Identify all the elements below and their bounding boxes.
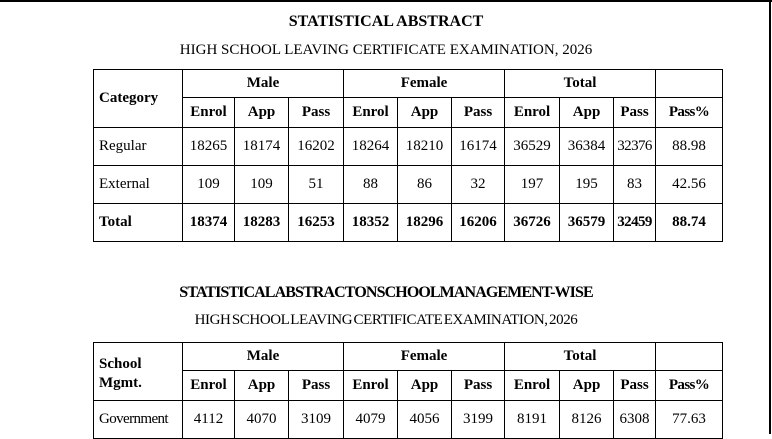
table-cell: 18296	[398, 204, 452, 242]
male-pass-header: Pass	[289, 98, 344, 128]
male-group-header: Male	[183, 70, 344, 98]
top-border-line	[0, 0, 772, 2]
table-cell: 83	[614, 166, 656, 204]
table-cell: 16174	[452, 128, 505, 166]
male-enrol-header: Enrol	[183, 371, 235, 401]
table-cell: 4079	[344, 401, 398, 439]
female-pass-header: Pass	[452, 371, 505, 401]
row-label: Total	[94, 204, 183, 242]
statistical-abstract-table	[93, 69, 723, 242]
total-app-header: App	[560, 371, 614, 401]
total-group-header: Total	[505, 343, 656, 371]
table-cell: 18265	[183, 128, 235, 166]
table-cell: 3199	[452, 401, 505, 439]
table-cell: 86	[398, 166, 452, 204]
table-cell: 3109	[289, 401, 344, 439]
total-group-header: Total	[505, 70, 656, 98]
table-row-regular	[94, 128, 723, 166]
table-row-government	[94, 401, 723, 439]
male-group-header: Male	[183, 343, 344, 371]
table-cell: 51	[289, 166, 344, 204]
pass-pct-header: Pass%	[656, 371, 723, 401]
female-app-header: App	[398, 371, 452, 401]
table-cell: 36579	[560, 204, 614, 242]
table-cell: 36384	[560, 128, 614, 166]
table-cell: 8191	[505, 401, 560, 439]
total-pass-header: Pass	[614, 371, 656, 401]
row-label: External	[94, 166, 183, 204]
table-cell: 4112	[183, 401, 235, 439]
pass-pct-header-spacer	[656, 343, 723, 371]
table-cell: 18174	[235, 128, 289, 166]
category-header: Category	[94, 70, 183, 128]
total-enrol-header: Enrol	[505, 98, 560, 128]
female-pass-header: Pass	[452, 98, 505, 128]
table-cell: 18283	[235, 204, 289, 242]
table-cell: 197	[505, 166, 560, 204]
total-enrol-header: Enrol	[505, 371, 560, 401]
pass-pct-header: Pass%	[656, 98, 723, 128]
male-app-header: App	[235, 98, 289, 128]
table-cell: 16253	[289, 204, 344, 242]
male-pass-header: Pass	[289, 371, 344, 401]
female-group-header: Female	[344, 343, 505, 371]
total-pass-header: Pass	[614, 98, 656, 128]
table-cell: 195	[560, 166, 614, 204]
total-app-header: App	[560, 98, 614, 128]
section1-subtitle: HIGH SCHOOL LEAVING CERTIFICATE EXAMINATION, 2026	[179, 42, 593, 58]
row-label: Government	[94, 401, 183, 439]
section1-title: STATISTICAL ABSTRACT	[288, 13, 484, 30]
table-cell: 8126	[560, 401, 614, 439]
female-enrol-header: Enrol	[344, 371, 398, 401]
table-cell: 32376	[614, 128, 656, 166]
table-cell: 109	[183, 166, 235, 204]
section2-subtitle: HIGH SCHOOL LEAVING CERTIFICATE EXAMINATION, 2026	[194, 312, 578, 328]
table-cell: 32459	[614, 204, 656, 242]
female-enrol-header: Enrol	[344, 98, 398, 128]
male-enrol-header: Enrol	[183, 98, 235, 128]
management-wise-table	[93, 342, 723, 439]
table-cell: 42.56	[656, 166, 723, 204]
table-cell: 88.98	[656, 128, 723, 166]
table-cell: 4056	[398, 401, 452, 439]
table-cell: 18374	[183, 204, 235, 242]
table-cell: 109	[235, 166, 289, 204]
table-cell: 77.63	[656, 401, 723, 439]
male-app-header: App	[235, 371, 289, 401]
row-label: Regular	[94, 128, 183, 166]
school-mgmt-header	[94, 343, 183, 401]
table-cell: 18352	[344, 204, 398, 242]
table-cell: 18264	[344, 128, 398, 166]
table-cell: 4070	[235, 401, 289, 439]
table-cell: 18210	[398, 128, 452, 166]
table-cell: 36529	[505, 128, 560, 166]
female-app-header: App	[398, 98, 452, 128]
table-cell: 32	[452, 166, 505, 204]
female-group-header: Female	[344, 70, 505, 98]
table-cell: 88	[344, 166, 398, 204]
table-cell: 88.74	[656, 204, 723, 242]
table-cell: 16206	[452, 204, 505, 242]
table-row-external	[94, 166, 723, 204]
table-cell: 16202	[289, 128, 344, 166]
right-border-line	[769, 0, 771, 434]
table-row-total	[94, 204, 723, 242]
section2-title: STATISTICALABSTRACT ON SCHOOLMANAGEMENT-WISE	[179, 284, 593, 301]
table-cell: 6308	[614, 401, 656, 439]
school-mgmt-header-line2: Mgmt.	[99, 374, 142, 391]
table-cell: 36726	[505, 204, 560, 242]
pass-pct-header-spacer	[656, 70, 723, 98]
school-mgmt-header-line1: School	[99, 355, 142, 372]
